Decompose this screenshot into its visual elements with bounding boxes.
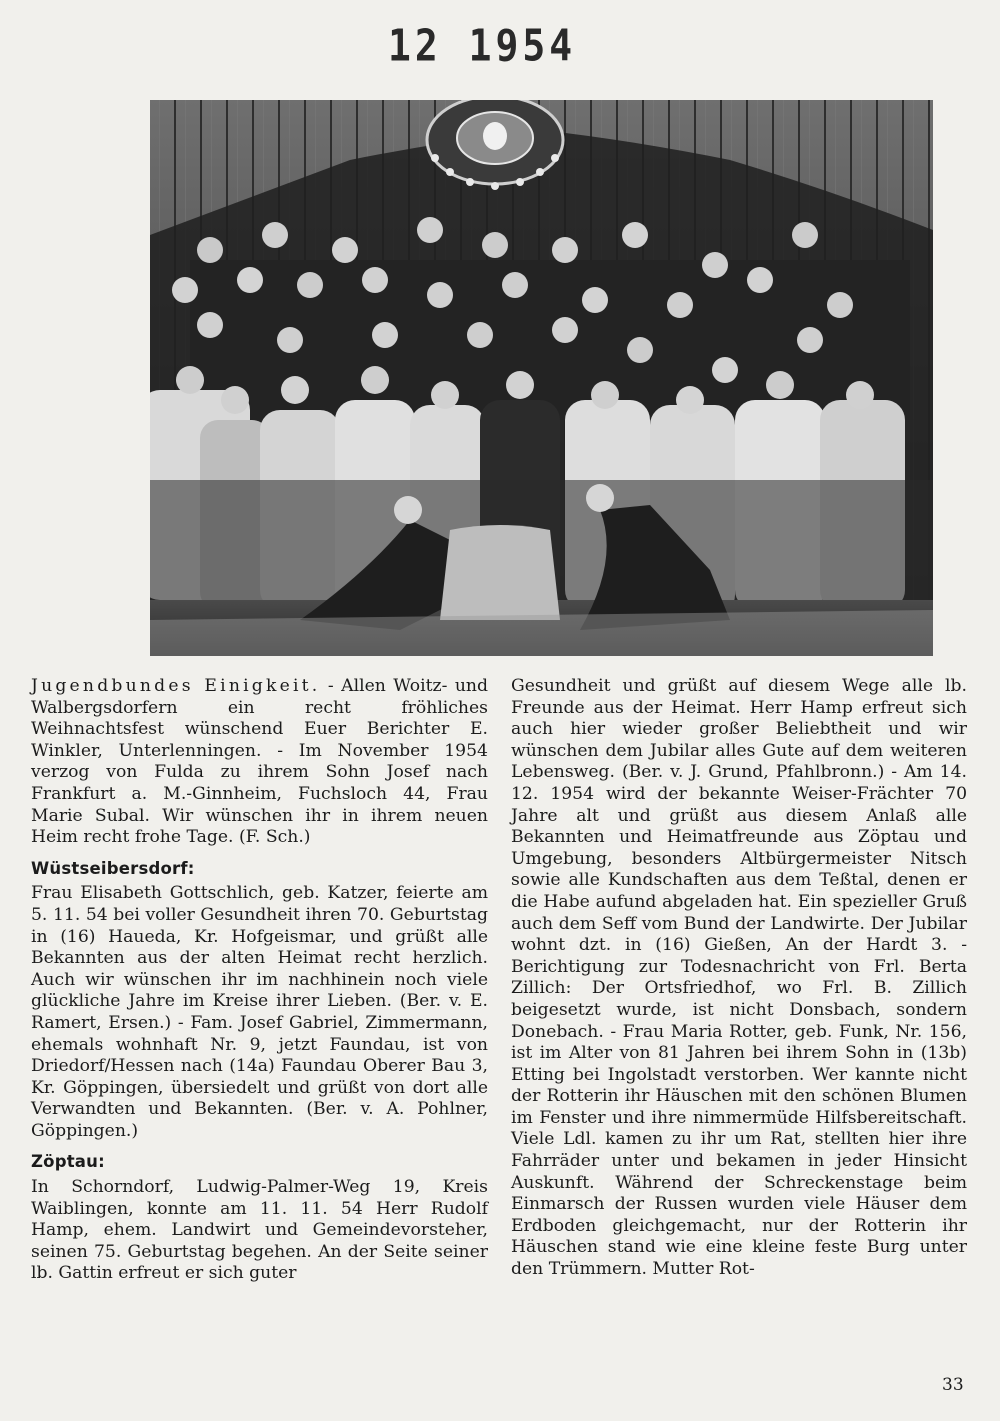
- wuestseibersdorf-paragraph: Frau Elisabeth Gottschlich, geb. Katzer, feierte am 5. 11. 54 bei voller Gesundheit ihren 70. Geburtstag in (16) Haueda, Kr. Hofgeismar, und grüßt alle Bekannten aus der alten Heimat recht herzlich. Auch wir wünschen ihr im nachhinein noch viele glückliche Jahre im Kreise ihrer Lieben. (Ber. v. E. Ramert, Ersen.) - Fam. Josef Gabriel, Zimmermann, ehemals wohnhaft Nr. 9, jetzt Faundau, ist von Driedorf/Hessen nach (14a) Faundau Oberer Bau 3, Kr. Göppingen, übersiedelt und grüßt von dort alle Verwandten und Bekannten. (Ber. v. A. Pohlner, Göppingen.): [31, 883, 488, 1141]
- zoeptau-continued-paragraph: Gesundheit und grüßt auf diesem Wege alle lb. Freunde aus der Heimat. Herr Hamp erfreut sich auch hier wieder großer Beliebtheit und wir wünschen dem Jubilar alles Gute auf dem weiteren Lebensweg. (Ber. v. J. Grund, Pfahlbronn.) - Am 14. 12. 1954 wird der bekannte Weiser-Frächter 70 Jahre alt und grüßt aus diesem Anlaß alle Bekannten und Heimatfreunde aus Zöptau und Umgebung, besonders Altbürgermeister Nitsch sowie alle Kundschaften aus dem Teßtal, denen er die Habe aufund abgeladen hat. Ein spezieller Gruß auch dem Seff vom Bund der Landwirte. Der Jubilar wohnt dzt. in (16) Gießen, An der Hardt 3. - Berichtigung zur Todesnachricht von Frl. Berta Zillich: Der Ortsfriedhof, wo Frl. B. Zillich beigesetzt wurde, ist nicht Donsbach, sondern Donebach. - Frau Maria Rotter, geb. Funk, Nr. 156, ist im Alter von 81 Jahren bei ihrem Sohn in (13b) Etting bei Ingolstadt verstorben. Wer kannte nicht der Rotterin ihr Häuschen mit den schönen Blumen im Fenster und ihre nimmermüde Hilfsbereitschaft. Viele Ldl. kamen zu ihr um Rat, stellten hier ihre Fahrräder unter und bekamen in jeder Hinsicht Auskunft. Während der Schreckenstage beim Einmarsch der Russen wurden viele Häuser dem Erdboden gleichgemacht, nur der Rotterin ihr Häuschen stand wie eine kleine feste Burg unter den Trümmern. Mutter Rot-: [511, 676, 967, 1280]
- zoeptau-paragraph: In Schorndorf, Ludwig-Palmer-Weg 19, Kreis Waiblingen, konnte am 11. 11. 54 Herr Rudolf Hamp, ehem. Landwirt und Gemeindevorsteher, seinen 75. Geburtstag begehen. An der Seite seiner lb. Gattin erfreut er sich guter: [31, 1177, 488, 1284]
- right-column: [511, 676, 967, 1281]
- intro-paragraph: [31, 676, 488, 849]
- issue-number: 12 1954: [388, 20, 577, 71]
- section-heading-wuestseibersdorf: Wüstseibersdorf:: [31, 858, 195, 878]
- section-heading-zoeptau: Zöptau:: [31, 1152, 105, 1172]
- group-photo-illustration: [150, 100, 933, 656]
- left-column: [31, 676, 488, 1285]
- intro-text: - Allen Woitz- und Walbergsdorfern ein recht fröhliches Weihnachtsfest wünschend Euer Berichter E. Winkler, Unterlenningen. - Im November 1954 verzog von Fulda zu ihrem Sohn Josef nach Frankfurt a. M.-Ginnheim, Fuchsloch 44, Frau Marie Subal. Wir wünschen ihr in ihrem neuen Heim recht frohe Tage. (F. Sch.): [31, 676, 488, 848]
- group-photo: [150, 100, 933, 656]
- page-number: 33: [942, 1375, 964, 1395]
- section-lead: Jugendbundes Einigkeit.: [31, 676, 321, 696]
